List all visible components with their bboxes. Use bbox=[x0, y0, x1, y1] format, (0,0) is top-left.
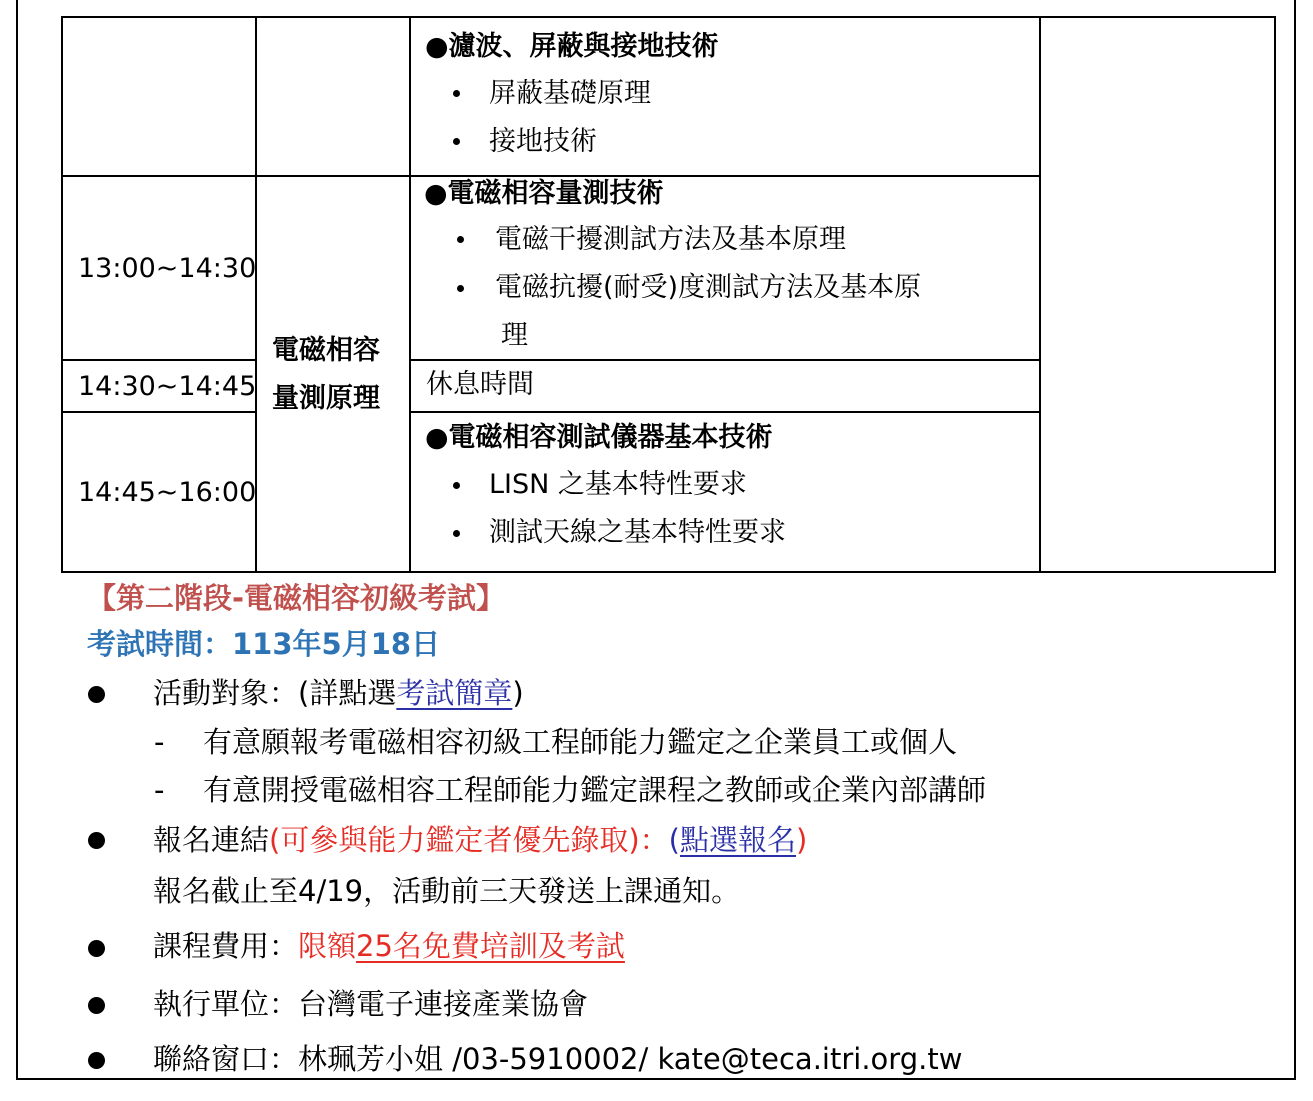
fee-label: 課程費用： bbox=[153, 929, 299, 963]
target-item: 有意開授電磁相容工程師能力鑑定課程之教師或企業內部講師 bbox=[203, 773, 987, 807]
item-grounding: 接地技術 bbox=[489, 126, 597, 157]
row-divider bbox=[409, 359, 1039, 361]
signup-close: ) bbox=[796, 823, 808, 857]
row-divider bbox=[63, 411, 255, 413]
contact-text: 聯絡窗口：林珮芳小姐 /03-5910002/ kate@teca.itri.org.tw bbox=[153, 1042, 963, 1076]
item-emi-test: 電磁干擾測試方法及基本原理 bbox=[495, 224, 846, 255]
break-time: 休息時間 bbox=[426, 369, 534, 400]
bullet bbox=[88, 940, 105, 957]
course-name-line2: 量測原理 bbox=[272, 383, 380, 414]
row-divider bbox=[63, 175, 1039, 177]
col-divider bbox=[409, 18, 411, 573]
target-label: 活動對象：(詳點選 bbox=[153, 676, 397, 710]
item-ems-test-cont: 理 bbox=[501, 320, 528, 351]
row-divider bbox=[409, 411, 1039, 413]
deadline-text: 報名截止至4/19，活動前三天發送上課通知。 bbox=[153, 874, 741, 908]
time-slot: 14:45~16:00 bbox=[78, 477, 257, 508]
dash: - bbox=[154, 773, 165, 807]
target-item: 有意願報考電磁相容初級工程師能力鑑定之企業員工或個人 bbox=[203, 725, 958, 759]
topic-emc-instruments: ●電磁相容測試儀器基本技術 bbox=[425, 422, 773, 453]
bullet bbox=[88, 1052, 105, 1069]
bullet bbox=[457, 285, 464, 292]
item-antenna: 測試天線之基本特性要求 bbox=[489, 517, 786, 548]
signup-note: (可參與能力鑑定者優先錄取)： bbox=[269, 823, 669, 857]
stage2-heading: 【第二階段-電磁相容初級考試】 bbox=[87, 581, 506, 615]
signup-open: ( bbox=[668, 823, 680, 857]
target-close: ) bbox=[512, 676, 524, 710]
fee-prefix: 限額 bbox=[298, 929, 357, 963]
organizer-text: 執行單位：台灣電子連接產業協會 bbox=[153, 987, 589, 1021]
bullet bbox=[453, 482, 460, 489]
fee-line bbox=[153, 929, 625, 963]
exam-time: 考試時間：113年5月18日 bbox=[87, 627, 441, 661]
topic-filter-shield-ground: ●濾波、屏蔽與接地技術 bbox=[425, 31, 719, 62]
topic-emc-measurement: ●電磁相容量測技術 bbox=[424, 178, 664, 209]
bullet bbox=[88, 686, 105, 703]
item-ems-test: 電磁抗擾(耐受)度測試方法及基本原 bbox=[495, 272, 922, 303]
signup-link[interactable]: 點選報名 bbox=[679, 823, 796, 857]
fee-value: 25名免費培訓及考試 bbox=[356, 929, 625, 963]
bullet bbox=[457, 236, 464, 243]
exam-brochure-link[interactable]: 考試簡章 bbox=[396, 676, 513, 710]
bullet bbox=[453, 90, 460, 97]
bullet bbox=[88, 997, 105, 1014]
row-divider bbox=[63, 359, 255, 361]
target-line bbox=[153, 676, 524, 710]
col-divider bbox=[1039, 18, 1041, 573]
bullet bbox=[453, 138, 460, 145]
time-slot: 14:30~14:45 bbox=[78, 371, 257, 402]
item-shield-basics: 屏蔽基礎原理 bbox=[489, 78, 651, 109]
signup-label: 報名連結 bbox=[153, 823, 270, 857]
item-lisn: LISN 之基本特性要求 bbox=[489, 469, 747, 500]
dash: - bbox=[154, 725, 165, 759]
signup-line bbox=[153, 823, 808, 857]
bullet bbox=[453, 530, 460, 537]
course-name-line1: 電磁相容 bbox=[272, 335, 380, 366]
time-slot: 13:00~14:30 bbox=[78, 253, 257, 284]
bullet bbox=[88, 832, 105, 849]
